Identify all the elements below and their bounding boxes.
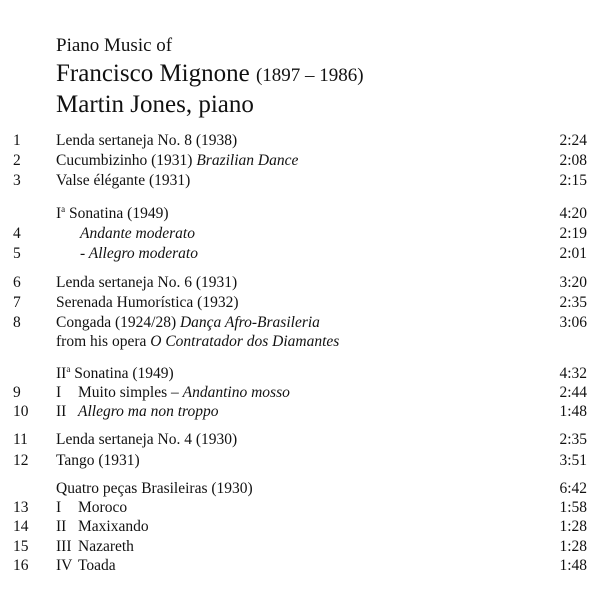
track-duration: 2:35	[559, 294, 587, 311]
track-number: 3	[13, 172, 21, 189]
header-line-1: Piano Music of	[56, 35, 173, 56]
track-note	[56, 332, 339, 352]
movement-roman: II	[56, 403, 67, 420]
track-title: Lenda sertaneja No. 4 (1930)	[56, 431, 238, 448]
track-row	[0, 151, 600, 171]
track-row	[0, 537, 600, 557]
track-title: Andante moderato	[80, 225, 195, 242]
track-duration: 3:51	[559, 452, 587, 469]
work-title: Quatro peças Brasileiras (1930)	[56, 480, 253, 497]
track-number: 6	[13, 274, 21, 291]
track-number: 15	[13, 538, 29, 555]
track-duration: 1:28	[559, 518, 587, 535]
track-title-main: Allegro ma non troppo	[78, 403, 219, 420]
track-title	[56, 537, 134, 557]
work-heading-row	[0, 204, 600, 224]
track-duration: 3:20	[559, 274, 587, 291]
track-row	[0, 498, 600, 518]
track-row	[0, 273, 600, 293]
track-subtitle: Andantino mosso	[182, 384, 290, 401]
work-title	[56, 204, 169, 224]
composer-dates: (1897 – 1986)	[255, 65, 364, 86]
track-row	[0, 131, 600, 151]
work-heading-row	[0, 364, 600, 384]
track-title	[56, 383, 290, 403]
track-number: 16	[13, 557, 29, 574]
track-row	[0, 171, 600, 191]
work-heading-row	[0, 479, 600, 499]
track-row	[0, 517, 600, 537]
track-number: 12	[13, 452, 29, 469]
track-title: Lenda sertaneja No. 8 (1938)	[56, 132, 238, 149]
track-title-main: Nazareth	[78, 538, 134, 555]
track-row	[0, 430, 600, 450]
track-title-main: Moroco	[78, 499, 128, 516]
track-title: Valse élégante (1931)	[56, 172, 191, 189]
work-title-text: Sonatina (1949)	[69, 205, 169, 222]
track-number: 2	[13, 152, 21, 169]
track-duration: 1:58	[559, 499, 587, 516]
work-duration: 4:20	[559, 205, 587, 222]
track-number: 8	[13, 314, 21, 331]
performer-line: Martin Jones, piano	[56, 91, 254, 118]
work-duration: 6:42	[559, 480, 587, 497]
track-number: 5	[13, 245, 21, 262]
track-title-main: Muito simples –	[78, 384, 179, 401]
track-row	[0, 383, 600, 403]
track-note-prefix: from his opera	[56, 333, 147, 350]
movement-roman: I	[56, 384, 62, 401]
track-row	[0, 556, 600, 576]
track-title: - Allegro moderato	[80, 245, 198, 262]
track-title-main: Toada	[78, 557, 116, 574]
track-duration: 1:28	[559, 538, 587, 555]
track-title	[56, 517, 149, 537]
track-subtitle: Dança Afro-Brasileria	[179, 314, 320, 331]
track-duration: 2:35	[559, 431, 587, 448]
track-duration: 2:15	[559, 172, 587, 189]
track-note-opera: O Contratador dos Diamantes	[150, 333, 340, 350]
track-title: Lenda sertaneja No. 6 (1931)	[56, 274, 238, 291]
track-row	[0, 224, 600, 244]
track-title	[56, 313, 320, 333]
track-number: 7	[13, 294, 21, 311]
track-number: 4	[13, 225, 21, 242]
composer-line	[56, 58, 364, 89]
track-number: 10	[13, 403, 29, 420]
movement-roman: III	[56, 538, 72, 555]
track-duration: 2:01	[559, 245, 587, 262]
track-note-row	[0, 332, 600, 352]
composer-name: Francisco Mignone	[56, 60, 250, 87]
track-title: Tango (1931)	[56, 452, 140, 469]
track-title	[56, 151, 298, 171]
work-duration: 4:32	[559, 365, 587, 382]
track-title	[56, 556, 116, 576]
track-title	[56, 498, 127, 518]
track-duration: 1:48	[559, 557, 587, 574]
track-duration: 2:19	[559, 225, 587, 242]
track-row	[0, 402, 600, 422]
track-duration: 3:06	[559, 314, 587, 331]
work-roman: I	[56, 205, 62, 222]
track-row	[0, 244, 600, 264]
work-ordinal: a	[66, 364, 71, 374]
track-duration: 1:48	[559, 403, 587, 420]
track-title: Serenada Humorística (1932)	[56, 294, 239, 311]
track-row	[0, 313, 600, 333]
track-row	[0, 293, 600, 313]
track-row	[0, 451, 600, 471]
track-subtitle: Brazilian Dance	[196, 152, 299, 169]
movement-roman: I	[56, 499, 62, 516]
track-number: 11	[13, 431, 28, 448]
track-number: 1	[13, 132, 21, 149]
track-number: 14	[13, 518, 29, 535]
track-duration: 2:24	[559, 132, 587, 149]
work-title-text: Sonatina (1949)	[74, 365, 174, 382]
work-ordinal: a	[61, 204, 66, 214]
track-duration: 2:08	[559, 152, 587, 169]
movement-roman: II	[56, 518, 67, 535]
track-number: 9	[13, 384, 21, 401]
track-title-main: Maxixando	[78, 518, 149, 535]
work-title	[56, 364, 174, 384]
work-roman: II	[56, 365, 67, 382]
track-number: 13	[13, 499, 29, 516]
track-title-main: Cucumbizinho (1931)	[56, 152, 193, 169]
album-header	[56, 34, 364, 120]
track-title-main: Congada (1924/28)	[56, 314, 177, 331]
movement-roman: IV	[56, 557, 73, 574]
track-duration: 2:44	[559, 384, 587, 401]
track-title	[56, 402, 219, 422]
